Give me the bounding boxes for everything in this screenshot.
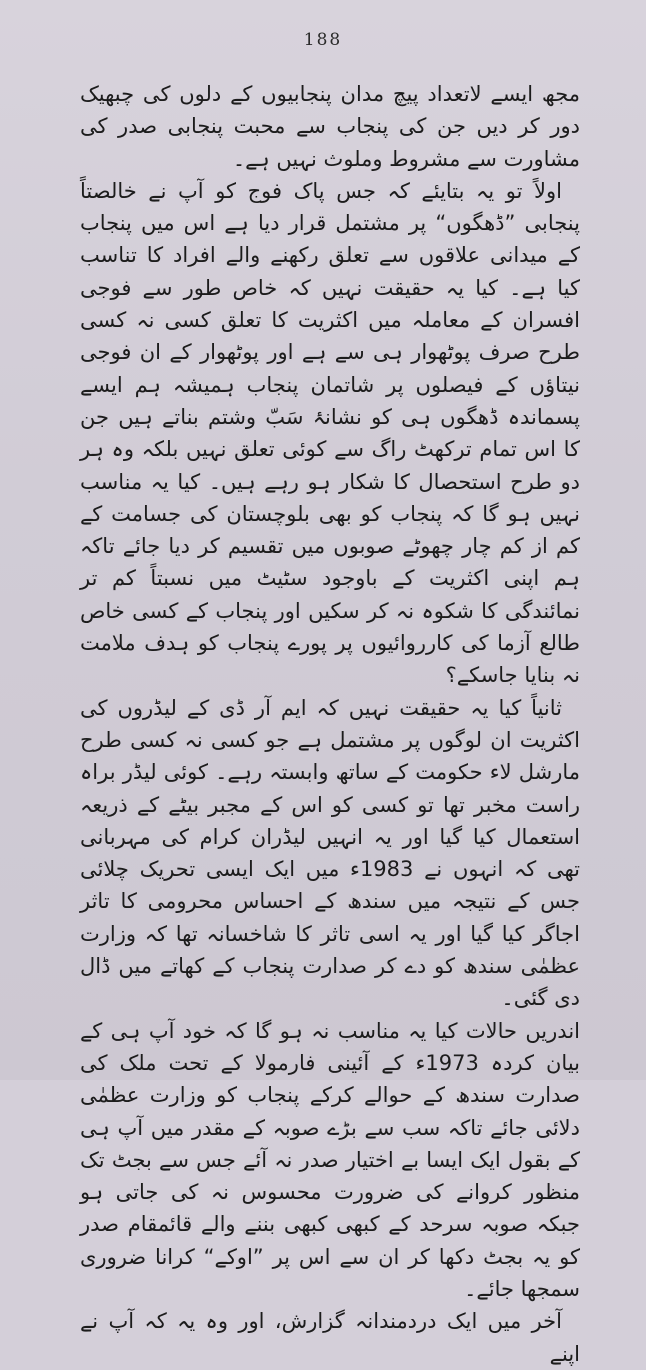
page-number: 188 [303, 30, 343, 50]
paragraph: اندریں حالات کیا یہ مناسب نہ ہو گا کہ خود آپ ہی کے بیان کردہ 1973ء کے آئینی فارمولا کے تحت ملک کی صدارت سندھ کے حوالے کرکے پنجاب کو وزارت عظمٰی دلائی جائے تاکہ سب سے بڑے صوبہ کے مقدر میں آپ ہی کے بقول ایک ایسا بے اختیار صدر نہ آئے جس سے بجٹ تک منظور کروانے کی ضرورت محسوس نہ کی جاتی ہو جبکہ صوبہ سرحد کے کبھی کبھی بننے والے قائمقام صدر کو یہ بجٹ دکھا کر ان سے اس پر ”اوکے“ کرانا ضروری سمجھا جائے۔ [80, 1018, 581, 1301]
paragraph: آخر میں ایک دردمندانہ گزارش، اور وہ یہ کہ آپ نے اپنے [80, 1309, 580, 1366]
paragraph: اولاً تو یہ بتایئے کہ جس پاک فوج کو آپ نے خالصتاً پنجابی ”ڈھگوں“ پر مشتمل قرار دیا ہے اس میں پنجاب کے میدانی علاقوں سے تعلق رکھنے والے افراد کا تناسب کیا ہے۔ کیا یہ حقیقت نہیں کہ خاص طور سے فوجی افسران کے معاملہ میں اکثریت کا تعلق کسی نہ کسی طرح صرف پوٹھوار ہی سے ہے اور پوٹھوار کے ان فوجی نیتاؤں کے فیصلوں پر شاتمان پنجاب ہمیشہ ہم ایسے پسماندہ ڈھگوں ہی کو نشانۂ سَبّ وشتم بناتے ہیں جن کا اس تمام ترکھٹ راگ سے کوئی تعلق نہیں بلکہ وہ ہر دو طرح استحصال کا شکار ہو رہے ہیں۔ کیا یہ مناسب نہیں ہو گا کہ پنجاب کو بھی بلوچستان کی جسامت کے کم از کم چار چھوٹے صوبوں میں تقسیم کر دیا جائے تاکہ ہم اپنی اکثریت کے باوجود سٹیٹ میں نسبتاً کم تر نمائندگی کا شکوہ نہ کر سکیں اور پنجاب کے کسی خاص طالع آزما کی کارروائیوں پر پورے پنجاب کو ہدف ملامت نہ بنایا جاسکے؟ [80, 178, 580, 688]
paragraph: مجھ ایسے لاتعداد پیچ مدان پنجابیوں کے دلوں کی چبھیک دور کر دیں جن کی پنجاب سے محبت پنجابی صدر کی مشاورت سے مشروط وملوث نہیں ہے۔ [80, 82, 580, 171]
page-body-text [80, 78, 580, 1370]
paragraph: ثانیاً کیا یہ حقیقت نہیں کہ ایم آر ڈی کے لیڈروں کی اکثریت ان لوگوں پر مشتمل ہے جو کسی نہ کسی طرح مارشل لاء حکومت کے ساتھ وابستہ رہے۔ کوئی لیڈر براہ راست مخبر تھا تو کسی کو اس کے مجبر بیٹے کے ذریعہ استعمال کیا گیا اور یہ انہیں لیڈران کرام کی مہربانی تھی کہ انہوں نے 1983ء میں ایک ایسی تحریک چلائی جس کے نتیجہ میں سندھ کے احساس محرومی کا تاثر اجاگر کیا گیا اور یہ اسی تاثر کا شاخسانہ تھا کہ وزارت عظمٰی سندھ کو دے کر صدارت پنجاب کے کھاتے میں ڈال دی گئی۔ [80, 695, 581, 1011]
